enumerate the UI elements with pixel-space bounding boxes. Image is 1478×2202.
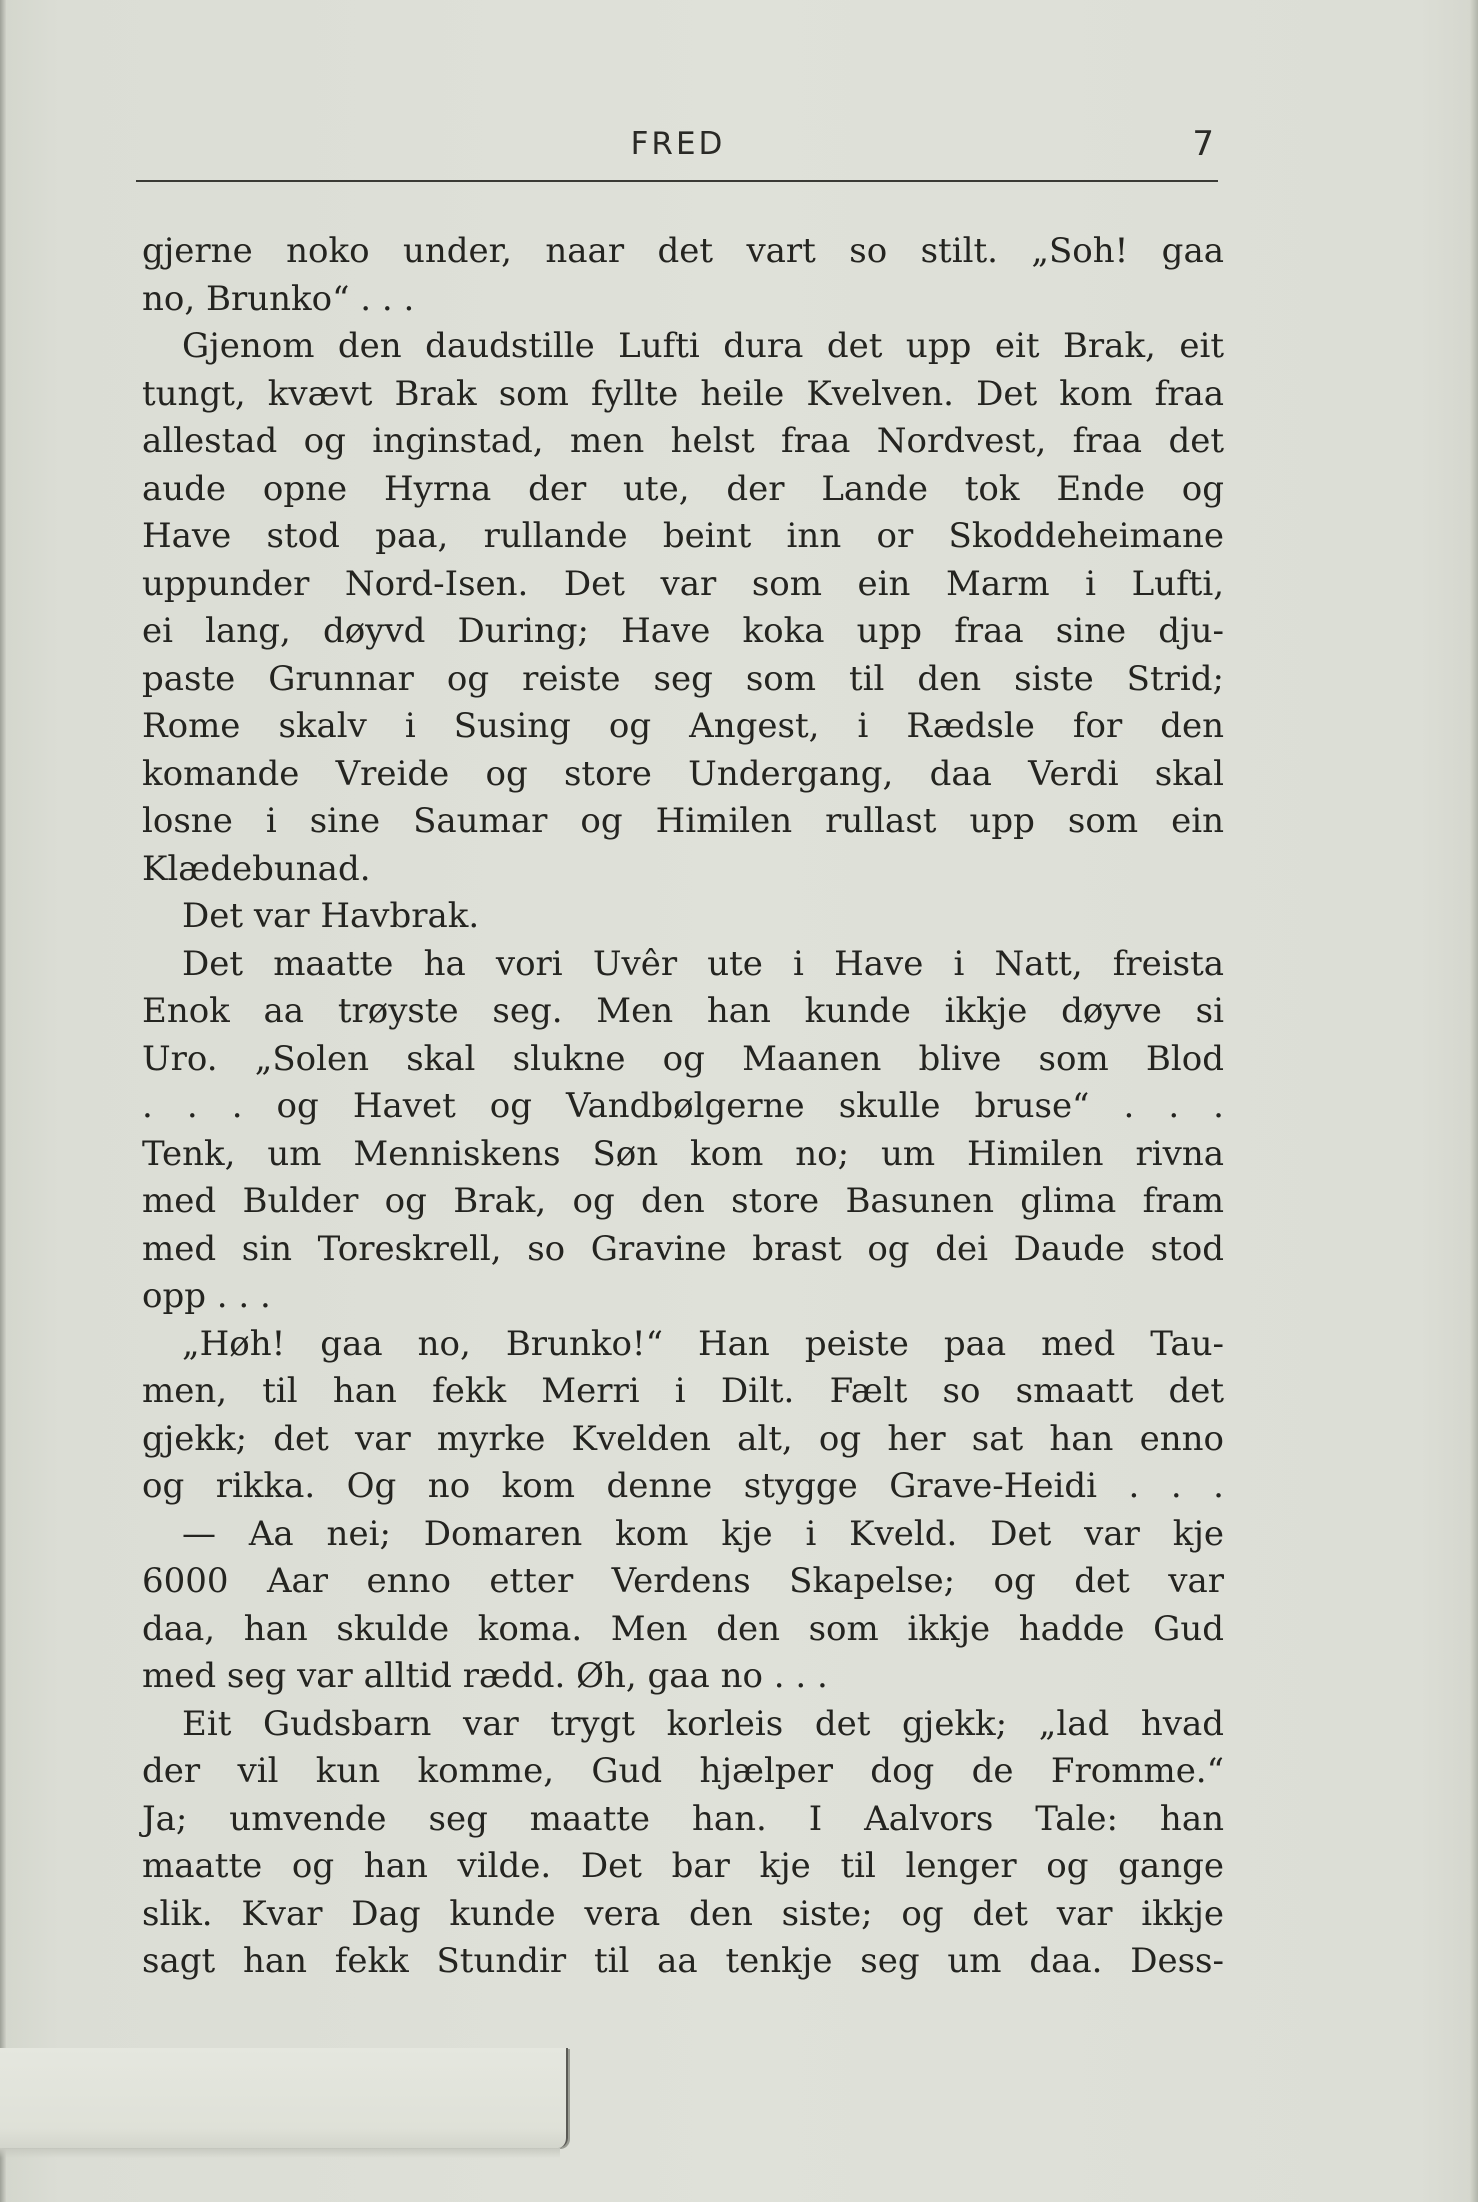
text-line: Tenk, um Menniskens Søn kom no; um Himilen rivna [142,1133,1224,1174]
text-line: paste Grunnar og reiste seg som til den siste Strid; [142,658,1224,699]
text-line: Eit Gudsbarn var trygt korleis det gjekk; „lad hvad [182,1703,1224,1744]
text-line: aude opne Hyrna der ute, der Lande tok Ende og [142,468,1224,509]
text-line: allestad og inginstad, men helst fraa Nordvest, fraa det [142,421,1224,461]
text-line: Det var Havbrak. [182,896,480,936]
text-line: Gjenom den daudstille Lufti dura det upp eit Brak, eit [182,326,1224,366]
text-line: uppunder Nord-Isen. Det var som ein Marm i Lufti, [142,563,1224,604]
text-line: gjerne noko under, naar det vart so stilt. „Soh! gaa [142,231,1224,271]
text-line: sagt han fekk Stundir til aa tenkje seg um daa. Dess- [142,1941,1224,1981]
body-text [142,228,1224,1986]
library-label-plate [0,2048,568,2148]
text-line: Have stod paa, rullande beint inn or Skoddeheimane [142,516,1224,556]
page-header [136,126,1220,176]
text-line: ei lang, døyvd During; Have koka upp fraa sine dju- [142,611,1224,651]
text-line: og rikka. Og no kom denne stygge Grave-Heidi . . . [142,1466,1224,1506]
text-line: Ja; umvende seg maatte han. I Aalvors Tale: han [142,1798,1224,1839]
text-line: med seg var alltid rædd. Øh, gaa no . . . [142,1656,828,1696]
text-line: Uro. „Solen skal slukne og Maanen blive som Blod [142,1038,1224,1079]
text-line: Det maatte ha vori Uvêr ute i Have i Natt, freista [182,943,1224,984]
text-line: med sin Toreskrell, so Gravine brast og dei Daude stod [142,1228,1224,1269]
text-line: daa, han skulde koma. Men den som ikkje hadde Gud [142,1608,1224,1649]
page-left-edge [0,0,6,2202]
text-line: tungt, kvævt Brak som fyllte heile Kvelven. Det kom fraa [142,373,1224,414]
text-line: komande Vreide og store Undergang, daa Verdi skal [142,753,1224,794]
text-line: men, til han fekk Merri i Dilt. Fælt so smaatt det [142,1371,1224,1411]
page-right-edge [1470,0,1478,2202]
text-line: Enok aa trøyste seg. Men han kunde ikkje døyve si [142,991,1224,1031]
text-line: med Bulder og Brak, og den store Basunen glima fram [142,1181,1224,1221]
text-line: opp . . . [142,1276,271,1316]
text-line: . . . og Havet og Vandbølgerne skulle bruse“ . . . [142,1086,1224,1126]
text-line: gjekk; det var myrke Kvelden alt, og her sat han enno [142,1418,1224,1459]
text-line: „Høh! gaa no, Brunko!“ Han peiste paa med Tau- [182,1323,1224,1364]
text-line: losne i sine Saumar og Himilen rullast upp som ein [142,801,1224,841]
text-line: Rome skalv i Susing og Angest, i Rædsle for den [142,706,1224,746]
text-line: der vil kun komme, Gud hjælper dog de Fromme.“ [142,1751,1224,1791]
text-line: slik. Kvar Dag kunde vera den siste; og det var ikkje [142,1893,1224,1934]
text-line: 6000 Aar enno etter Verdens Skapelse; og det var [142,1561,1224,1601]
text-line: — Aa nei; Domaren kom kje i Kveld. Det var kje [182,1513,1224,1554]
text-line: Klædebunad. [142,848,371,889]
header-rule [136,180,1218,182]
text-line: maatte og han vilde. Det bar kje til lenger og gange [142,1846,1224,1886]
text-line: no, Brunko“ . . . [142,278,415,319]
running-head: FRED [630,126,726,162]
page-number: 7 [1192,124,1214,164]
label-plate-shadow [0,2148,560,2158]
